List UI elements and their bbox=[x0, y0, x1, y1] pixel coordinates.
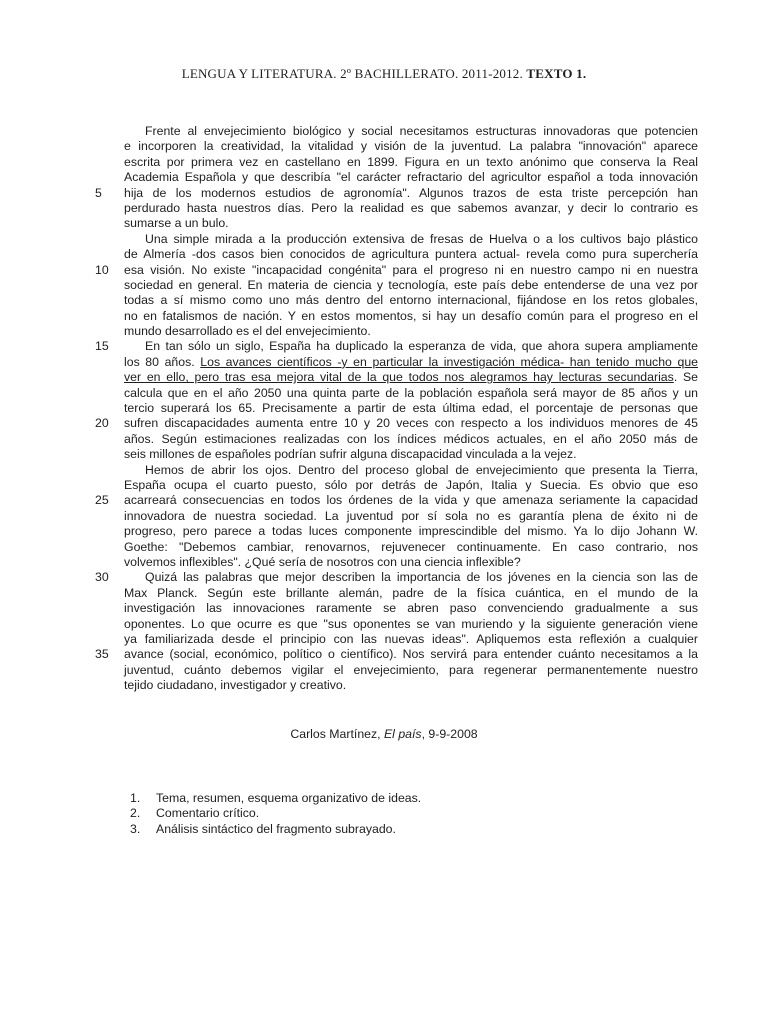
text-line bbox=[124, 586, 698, 601]
underlined-fragment: ver en ello, pero tras esa mejora vital de la que todos nos alegramos hay lecturas secundarias bbox=[124, 370, 674, 385]
question-number: 3. bbox=[130, 821, 141, 836]
line-text: Frente al envejecimiento biológico y social necesitamos estructuras innovadoras que potencien bbox=[145, 124, 698, 138]
line-number: 35 bbox=[95, 647, 109, 662]
text-line bbox=[124, 617, 698, 632]
text-line bbox=[124, 555, 698, 570]
line-text: juventud, cuánto debemos vigilar el envejecimiento, para regenerar permanentemente nuestro bbox=[124, 662, 698, 677]
line-text: sociedad en general. En materia de ciencia y tecnología, este país debe entenderse de una vez por bbox=[124, 277, 698, 292]
question-item bbox=[130, 822, 421, 837]
line-text: no en fatalismos de nación. Y en estos momentos, si hay un desafío común para el progreso en el bbox=[124, 308, 698, 323]
line-text: escrita por primera vez en castellano en 1899. Figura en un texto anónimo que conserva la Real bbox=[124, 154, 698, 169]
text-line bbox=[124, 478, 698, 493]
text-line bbox=[124, 139, 698, 154]
question-number: 2. bbox=[130, 806, 141, 821]
article-body bbox=[95, 124, 699, 693]
line-text: oponentes. Lo que ocurre es que "sus oponentes se van muriendo y la siguiente generación viene bbox=[124, 616, 698, 631]
line-text: sumarse a un bulo. bbox=[124, 216, 229, 231]
text-line bbox=[124, 170, 698, 185]
line-number: 15 bbox=[95, 339, 109, 354]
line-text: En tan sólo un siglo, España ha duplicado la esperanza de vida, que ahora supera ampliamente bbox=[145, 339, 698, 354]
header-text: LENGUA Y LITERATURA. 2º BACHILLERATO. 2011-2012. bbox=[181, 66, 527, 81]
line-text: mundo desarrollado es el del envejecimiento. bbox=[124, 324, 371, 339]
line-text: Academia Española y que describía "el carácter refractario del agricultor español a toda innovación bbox=[124, 170, 698, 185]
line-text: volvemos inflexibles". ¿Qué sería de nosotros con una ciencia inflexible? bbox=[124, 554, 521, 569]
line-text: perdurado hasta nuestros días. Pero la realidad es que sabemos avanzar, y decir lo contrario es bbox=[124, 200, 698, 215]
line-text: tejido ciudadano, investigador y creativo. bbox=[124, 678, 347, 693]
signature-author: Carlos Martínez, bbox=[290, 727, 384, 741]
line-number: 20 bbox=[95, 416, 109, 431]
text-line bbox=[124, 309, 698, 324]
signature bbox=[0, 727, 768, 741]
text-line bbox=[124, 678, 698, 693]
text-line bbox=[124, 201, 698, 216]
text-line bbox=[124, 324, 698, 339]
text-line bbox=[124, 509, 698, 524]
question-item bbox=[130, 806, 421, 821]
text-line bbox=[124, 232, 698, 247]
underlined-fragment: Los avances científicos -y en particular la investigación médica- han tenido mucho que bbox=[200, 354, 698, 369]
document-header bbox=[0, 66, 768, 82]
line-number: 30 bbox=[95, 570, 109, 585]
text-line bbox=[124, 247, 698, 262]
text-line bbox=[124, 432, 698, 447]
line-text: esa visión. No existe "incapacidad congénita" para el progreso ni en nuestro campo ni en nuestra bbox=[124, 262, 698, 277]
question-text: Comentario crítico. bbox=[156, 806, 260, 821]
line-text: España ocupa el cuarto puesto, sólo por detrás de Japón, Italia y Suecia. Es obvio que eso bbox=[124, 477, 698, 492]
line-text: investigación las innovaciones raramente se abren paso convenciendo gradualmente a sus bbox=[124, 601, 698, 616]
text-line bbox=[124, 540, 698, 555]
text-line bbox=[124, 124, 698, 139]
line-text: ya familiarizada desde el principio con las nuevas ideas". Apliquemos esta reflexión a cualquier bbox=[124, 631, 698, 646]
text-line bbox=[124, 401, 698, 416]
line-text: avance (social, económico, político o científico). Nos servirá para entender cuánto necesitamos a la bbox=[124, 647, 698, 662]
question-text: Tema, resumen, esquema organizativo de ideas. bbox=[156, 791, 422, 805]
line-text: tercio superará los 65. Precisamente a partir de esta última edad, el porcentaje de personas que bbox=[124, 401, 698, 416]
text-line bbox=[124, 632, 698, 647]
line-text: innovadora de nuestra sociedad. La juventud por sí sola no es garantía plena de éxito ni de bbox=[124, 508, 698, 523]
question-list bbox=[130, 791, 421, 837]
line-text: hija de los modernos estudios de agronomía". Algunos trazos de esta triste percepción han bbox=[124, 185, 698, 200]
text-line bbox=[124, 524, 698, 539]
line-text: . Se bbox=[673, 370, 699, 385]
text-line bbox=[124, 293, 698, 308]
question-item bbox=[130, 791, 421, 806]
text-line bbox=[124, 278, 698, 293]
line-text: e incorporen la creatividad, la vitalidad y visión de la juventud. La palabra "innovación" aparece bbox=[124, 139, 698, 154]
line-number: 25 bbox=[95, 493, 109, 508]
line-text: Goethe: "Debemos cambiar, renovarnos, rejuvenecer continuamente. En caso contrario, nos bbox=[124, 539, 698, 554]
text-line bbox=[95, 570, 698, 585]
text-line bbox=[124, 601, 698, 616]
line-text: todas a sí mismo como uno más dentro del entorno internacional, fijándose en los retos globales, bbox=[124, 293, 698, 308]
signature-date: , 9-9-2008 bbox=[421, 727, 478, 741]
text-line bbox=[124, 386, 698, 401]
signature-source: El país bbox=[383, 727, 422, 741]
line-text: de Almería -dos casos bien conocidos de agricultura puntera actual- revela como pura superchería bbox=[124, 247, 698, 262]
line-number: 5 bbox=[95, 185, 102, 200]
text-line bbox=[95, 262, 698, 278]
text-line bbox=[95, 339, 698, 354]
header-text-number: TEXTO 1. bbox=[526, 66, 587, 81]
line-text: Hemos de abrir los ojos. Dentro del proceso global de envejecimiento que presenta la Tierra, bbox=[145, 462, 698, 477]
line-text: sufren discapacidades aumenta entre 10 y 20 veces con respecto a los individuos menores de 45 bbox=[124, 416, 698, 431]
text-line bbox=[95, 185, 698, 201]
line-text: Quizá las palabras que mejor describen la importancia de los jóvenes en la ciencia son las de bbox=[145, 570, 698, 585]
line-text: progreso, pero parece a todas luces componente imprescindible del mismo. Ya lo dijo Johann W. bbox=[124, 524, 698, 539]
line-text: calcula que en el año 2050 una quinta parte de la población española será mayor de 85 años y un bbox=[124, 385, 698, 400]
line-text: los 80 años. bbox=[124, 354, 201, 369]
text-line bbox=[124, 370, 698, 385]
text-line bbox=[124, 355, 698, 370]
text-line bbox=[124, 155, 698, 170]
line-text: acarreará consecuencias en todos los órdenes de la vida y que amenaza seriamente la capacidad bbox=[124, 493, 698, 508]
text-line bbox=[124, 463, 698, 478]
line-text: seis millones de españoles podrían sufrir alguna discapacidad vinculada a la vejez. bbox=[124, 447, 577, 462]
text-line bbox=[124, 663, 698, 678]
text-line bbox=[124, 447, 698, 462]
question-number: 1. bbox=[130, 791, 141, 805]
line-text: años. Según estimaciones realizadas con los índices médicos actuales, en el año 2050 más de bbox=[124, 431, 698, 446]
line-number: 10 bbox=[95, 262, 109, 277]
text-line bbox=[95, 416, 698, 431]
line-text: Max Planck. Según este brillante alemán, padre de la física cuántica, en el mundo de la bbox=[124, 585, 698, 600]
text-line bbox=[124, 216, 698, 231]
text-line bbox=[95, 493, 698, 508]
line-text: Una simple mirada a la producción extensiva de fresas de Huelva o a los cultivos bajo plástico bbox=[145, 231, 698, 246]
text-line bbox=[95, 647, 698, 662]
question-text: Análisis sintáctico del fragmento subrayado. bbox=[156, 821, 396, 836]
